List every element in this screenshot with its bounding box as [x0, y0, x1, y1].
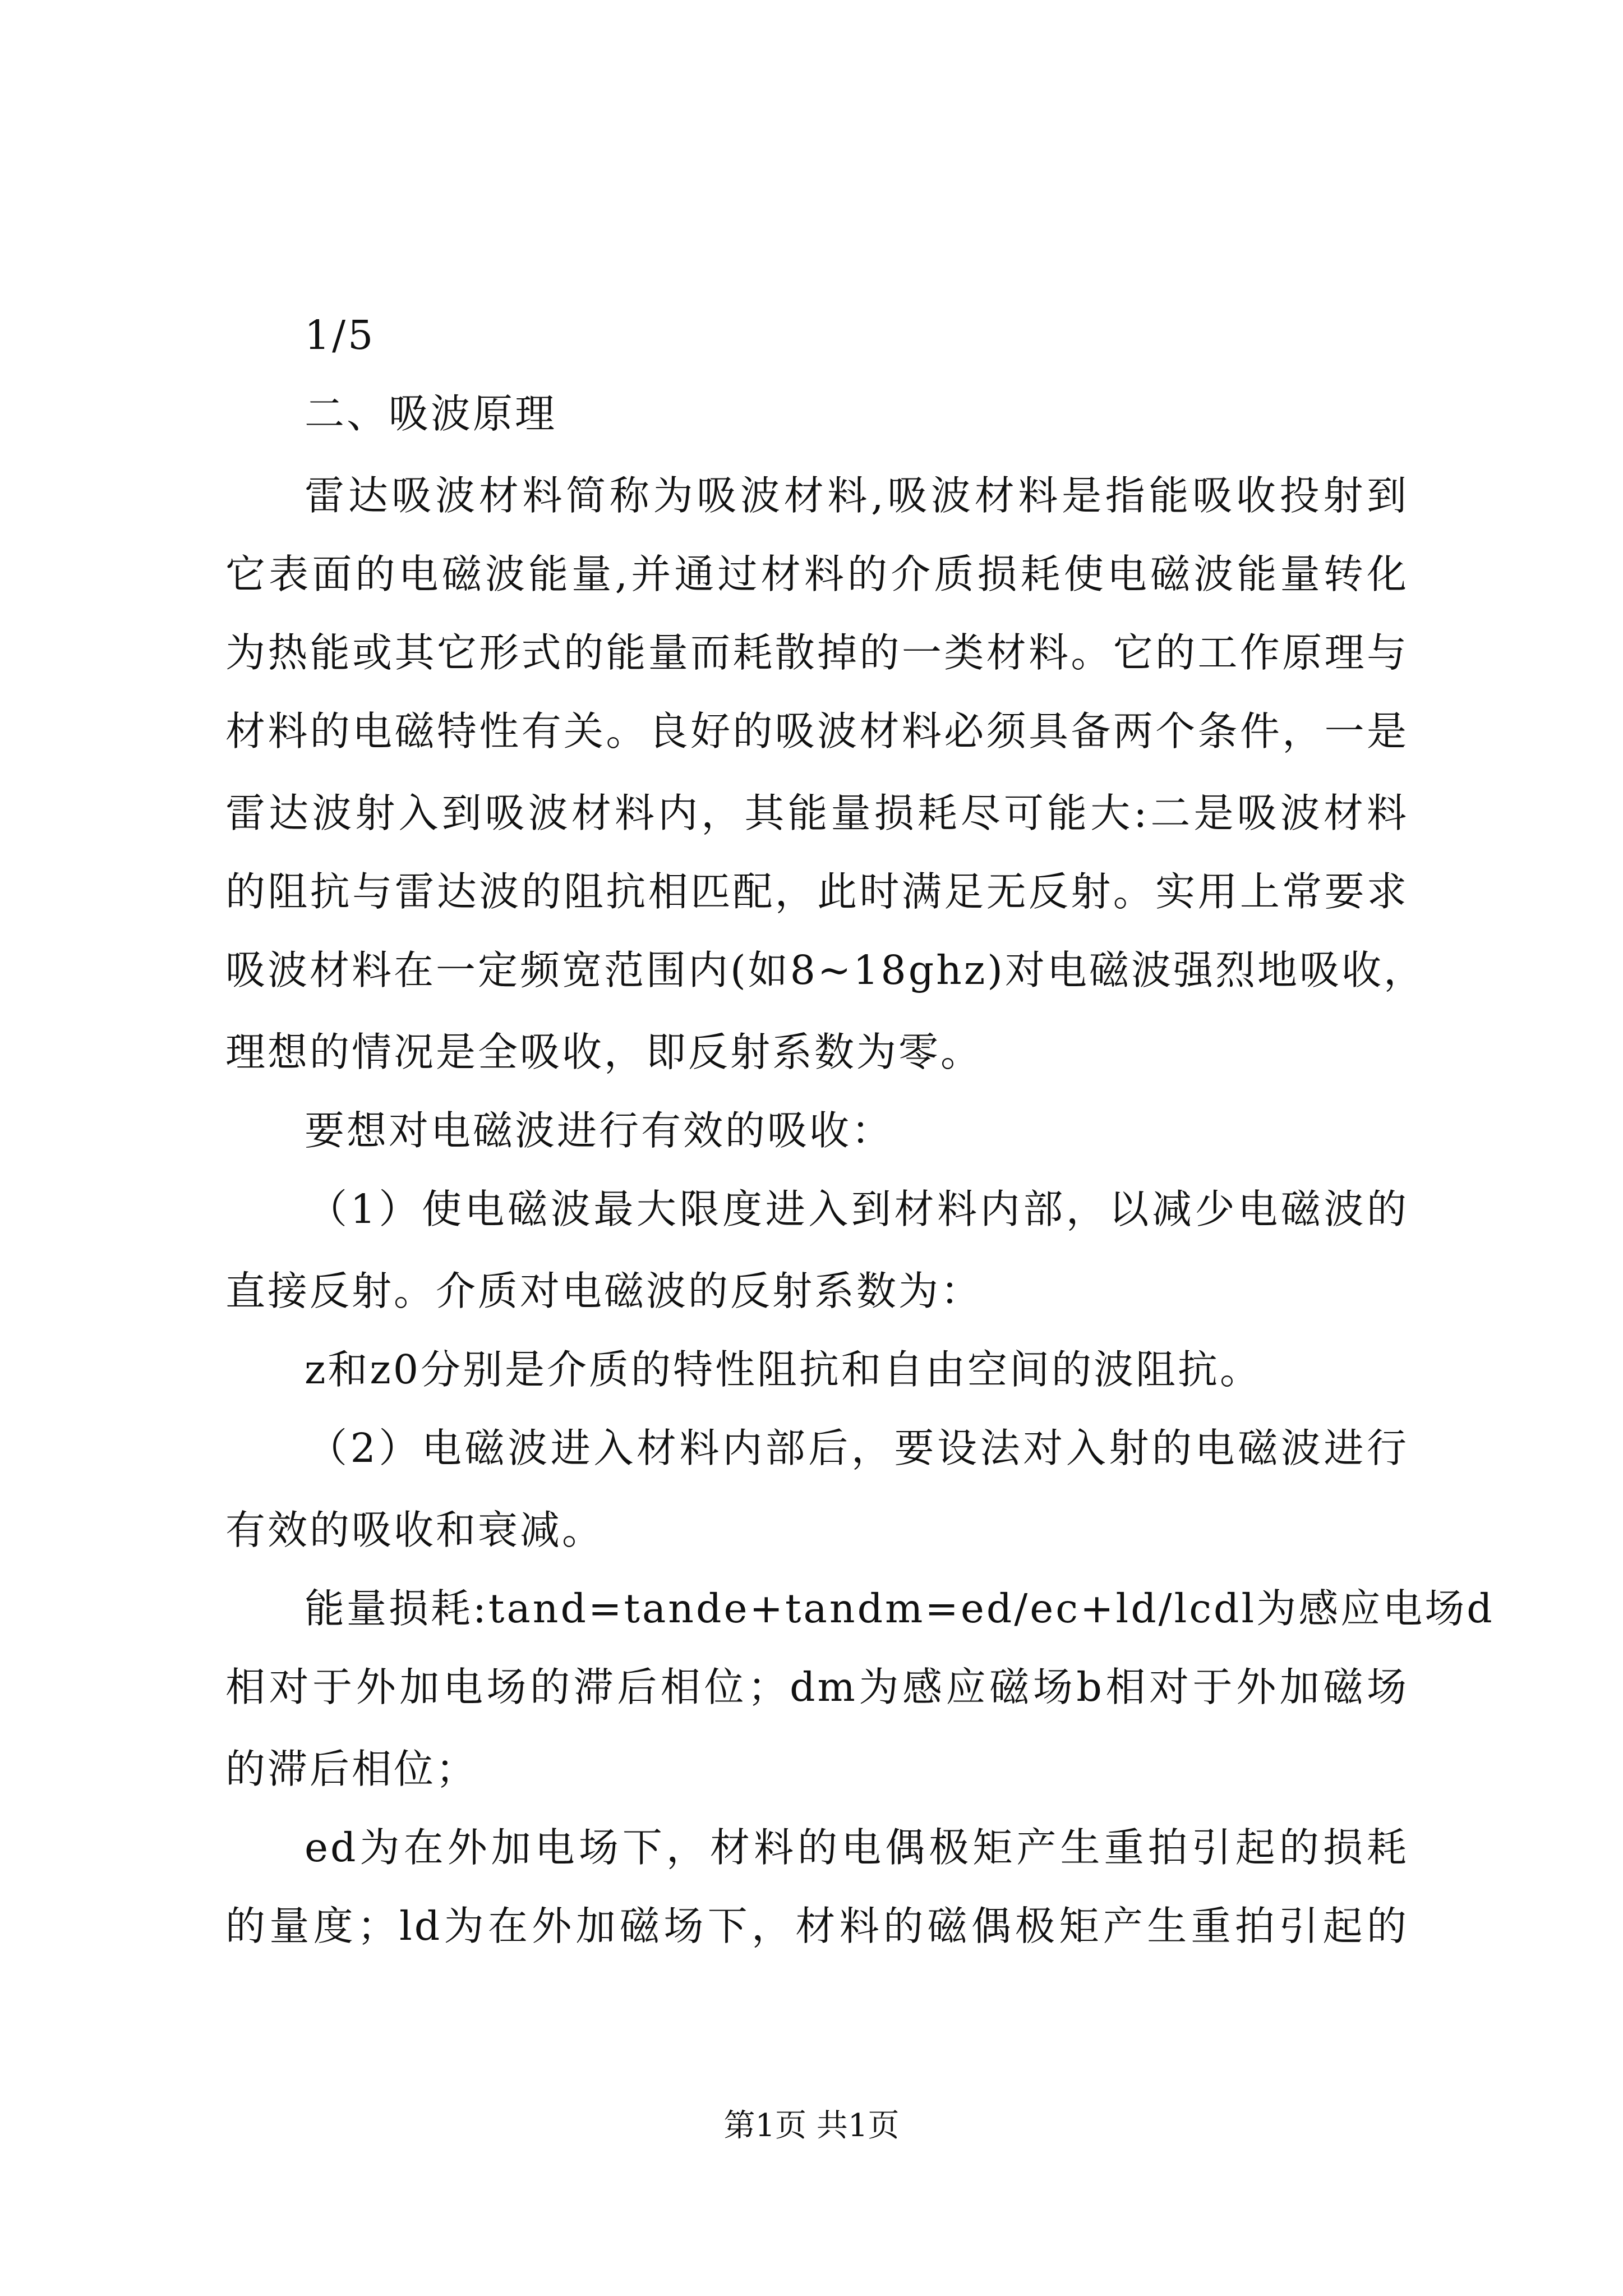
- paragraph-line: z和z0分别是介质的特性阻抗和自由空间的波阻抗。: [305, 1346, 1262, 1393]
- paragraph-line: 相对于外加电场的滞后相位；dm为感应磁场b相对于外加磁场: [225, 1664, 1409, 1710]
- paragraph-line: 直接反射。介质对电磁波的反射系数为：: [225, 1268, 983, 1314]
- paragraph-line: 雷达吸波材料简称为吸波材料,吸波材料是指能吸收投射到: [305, 472, 1409, 519]
- paragraph-line: 要想对电磁波进行有效的吸收：: [305, 1107, 894, 1154]
- paragraph-line: 材料的电磁特性有关。良好的吸波材料必须具备两个条件，一是: [225, 708, 1409, 754]
- paragraph-line: （2）电磁波进入材料内部后，要设法对入射的电磁波进行: [307, 1425, 1409, 1471]
- paragraph-line: ed为在外加电场下，材料的电偶极矩产生重拍引起的损耗: [305, 1824, 1409, 1871]
- paragraph-line: 能量损耗:tand=tande+tandm=ed/ec+ld/lcdl为感应电场d: [305, 1585, 1495, 1632]
- section-heading: 二、吸波原理: [305, 390, 557, 437]
- paragraph-line: 理想的情况是全吸收，即反射系数为零。: [225, 1029, 983, 1075]
- paragraph-line: 它表面的电磁波能量,并通过材料的介质损耗使电磁波能量转化: [225, 551, 1409, 597]
- paragraph-line: 的量度；ld为在外加磁场下，材料的磁偶极矩产生重拍引起的: [225, 1903, 1409, 1949]
- paragraph-line: 的滞后相位；: [225, 1746, 478, 1792]
- paragraph-line: 的阻抗与雷达波的阻抗相匹配，此时满足无反射。实用上常要求: [225, 868, 1409, 915]
- paragraph-line: （1）使电磁波最大限度进入到材料内部，以减少电磁波的: [307, 1186, 1409, 1232]
- paragraph-line: 为热能或其它形式的能量而耗散掉的一类材料。它的工作原理与: [225, 629, 1409, 676]
- paragraph-line: 雷达波射入到吸波材料内，其能量损耗尽可能大:二是吸波材料: [225, 790, 1409, 836]
- paragraph-line: 吸波材料在一定频宽范围内(如8~18ghz)对电磁波强烈地吸收，: [225, 947, 1426, 993]
- page-number-top: 1/5: [305, 312, 376, 358]
- paragraph-line: 有效的吸收和衰减。: [225, 1507, 605, 1553]
- page-footer: 第1页 共1页: [723, 2108, 900, 2144]
